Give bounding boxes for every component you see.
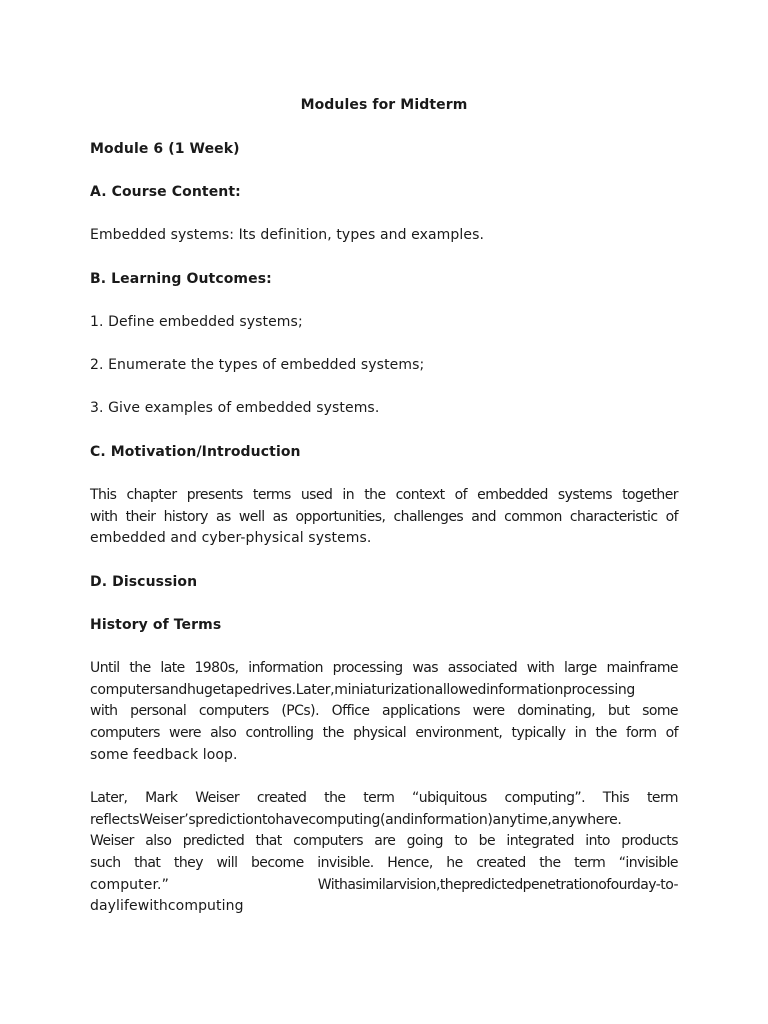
section-d-heading: D. Discussion — [90, 574, 198, 590]
section-c-heading: C. Motivation/Introduction — [90, 444, 301, 460]
section-a-text: Embedded systems: Its definition, types and examples. — [90, 227, 485, 243]
paragraph-line: computers were also controlling the physical environment, typically in the form of — [90, 725, 678, 741]
paragraph-line — [90, 876, 678, 894]
learning-outcome-item: 3. Give examples of embedded systems. — [90, 400, 380, 416]
paragraph-line: This chapter presents terms used in the context of embedded systems together — [90, 487, 678, 503]
section-b-heading: B. Learning Outcomes: — [90, 271, 272, 287]
page-title: Modules for Midterm — [300, 97, 468, 113]
module-heading: Module 6 (1 Week) — [90, 141, 240, 157]
paragraph-fragment: Withasimilarvision,thepredictedpenetrationofourday-to- — [317, 877, 678, 893]
paragraph-line: reflectsWeiser’spredictiontohavecomputing(andinformation)anytime,anywhere. — [90, 812, 622, 828]
paragraph-fragment: computer.” — [90, 877, 169, 893]
paragraph-line: Weiser also predicted that computers are going to be integrated into products — [90, 833, 678, 849]
paragraph-line: computersandhugetapedrives.Later,miniaturizationallowedinformationprocessing — [90, 682, 635, 698]
paragraph-line: Until the late 1980s, information processing was associated with large mainframe — [90, 660, 678, 676]
history-heading: History of Terms — [90, 617, 222, 633]
paragraph-line: daylifewithcomputing — [90, 898, 244, 914]
paragraph-line: some feedback loop. — [90, 747, 238, 763]
learning-outcome-item: 2. Enumerate the types of embedded systems; — [90, 357, 425, 373]
paragraph-line: with personal computers (PCs). Office applications were dominating, but some — [90, 703, 678, 719]
paragraph-line: Later, Mark Weiser created the term “ubiquitous computing”. This term — [90, 790, 678, 806]
paragraph-line: with their history as well as opportunities, challenges and common characteristic of — [90, 509, 678, 525]
paragraph-line: such that they will become invisible. Hence, he created the term “invisible — [90, 855, 678, 871]
section-a-heading: A. Course Content: — [90, 184, 241, 200]
learning-outcome-item: 1. Define embedded systems; — [90, 314, 303, 330]
paragraph-line: embedded and cyber-physical systems. — [90, 530, 372, 546]
